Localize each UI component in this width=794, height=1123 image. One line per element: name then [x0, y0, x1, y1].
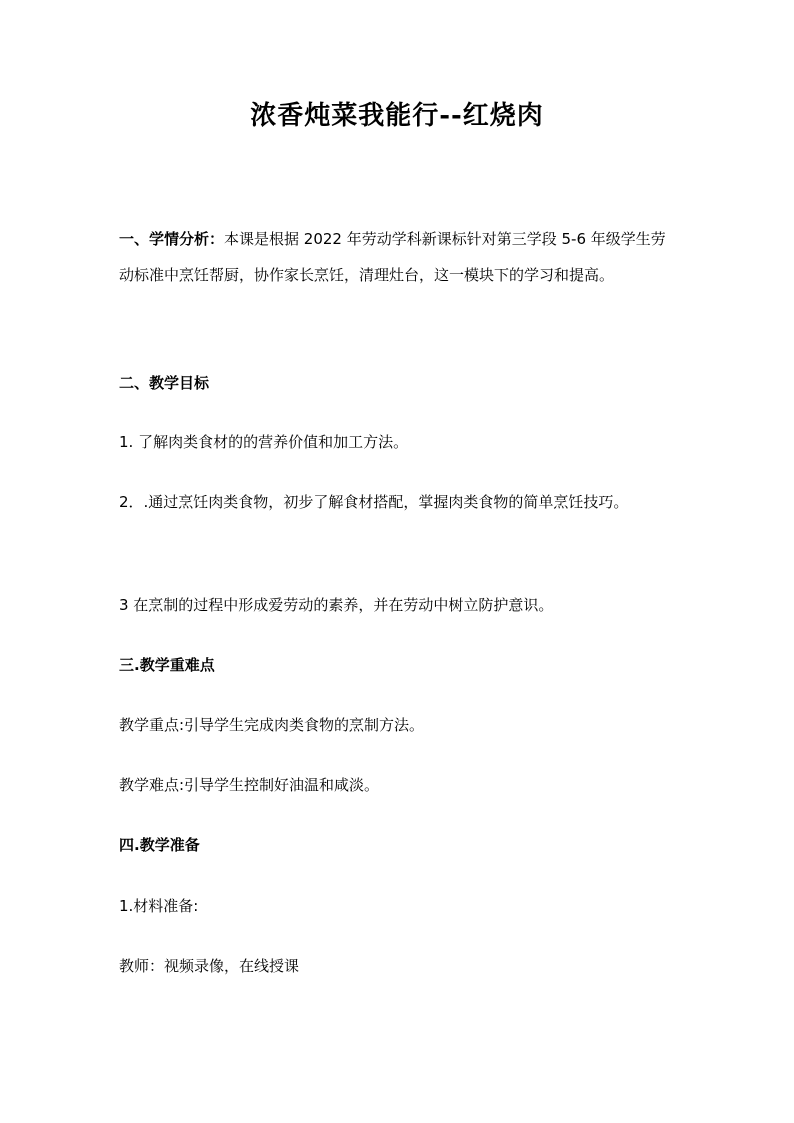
section-heading: 四.教学准备 — [119, 836, 200, 854]
section-heading: 二、教学目标 — [119, 374, 210, 392]
objective-item: 1. 了解肉类食材的的营养价值和加工方法。 — [119, 433, 409, 451]
materials-text: 1.材料准备: — [119, 897, 199, 915]
section-heading: 一、学情分析： — [119, 230, 225, 248]
difficult-point-text: 教学难点:引导学生控制好油温和咸淡。 — [119, 776, 380, 794]
document-title: 浓香炖菜我能行--红烧肉 — [250, 101, 544, 131]
objective-item: 3 在烹制的过程中形成爱劳动的素养，并在劳动中树立防护意识。 — [119, 596, 554, 614]
section-learning-analysis — [119, 221, 679, 293]
key-point-text: 教学重点:引导学生完成肉类食物的烹制方法。 — [119, 716, 425, 734]
section-text: 本课是根据 2022 年劳动学科新课标针对第三学段 5-6 年级学生劳动标准中烹饪帮厨，协作家长烹饪，清理灶台，这一模块下的学习和提高。 — [119, 230, 666, 284]
objective-item: 2．.通过烹饪肉类食物，初步了解食材搭配，掌握肉类食物的简单烹饪技巧。 — [119, 493, 629, 511]
teacher-text: 教师：视频录像，在线授课 — [119, 957, 300, 975]
section-heading: 三.教学重难点 — [119, 656, 215, 674]
